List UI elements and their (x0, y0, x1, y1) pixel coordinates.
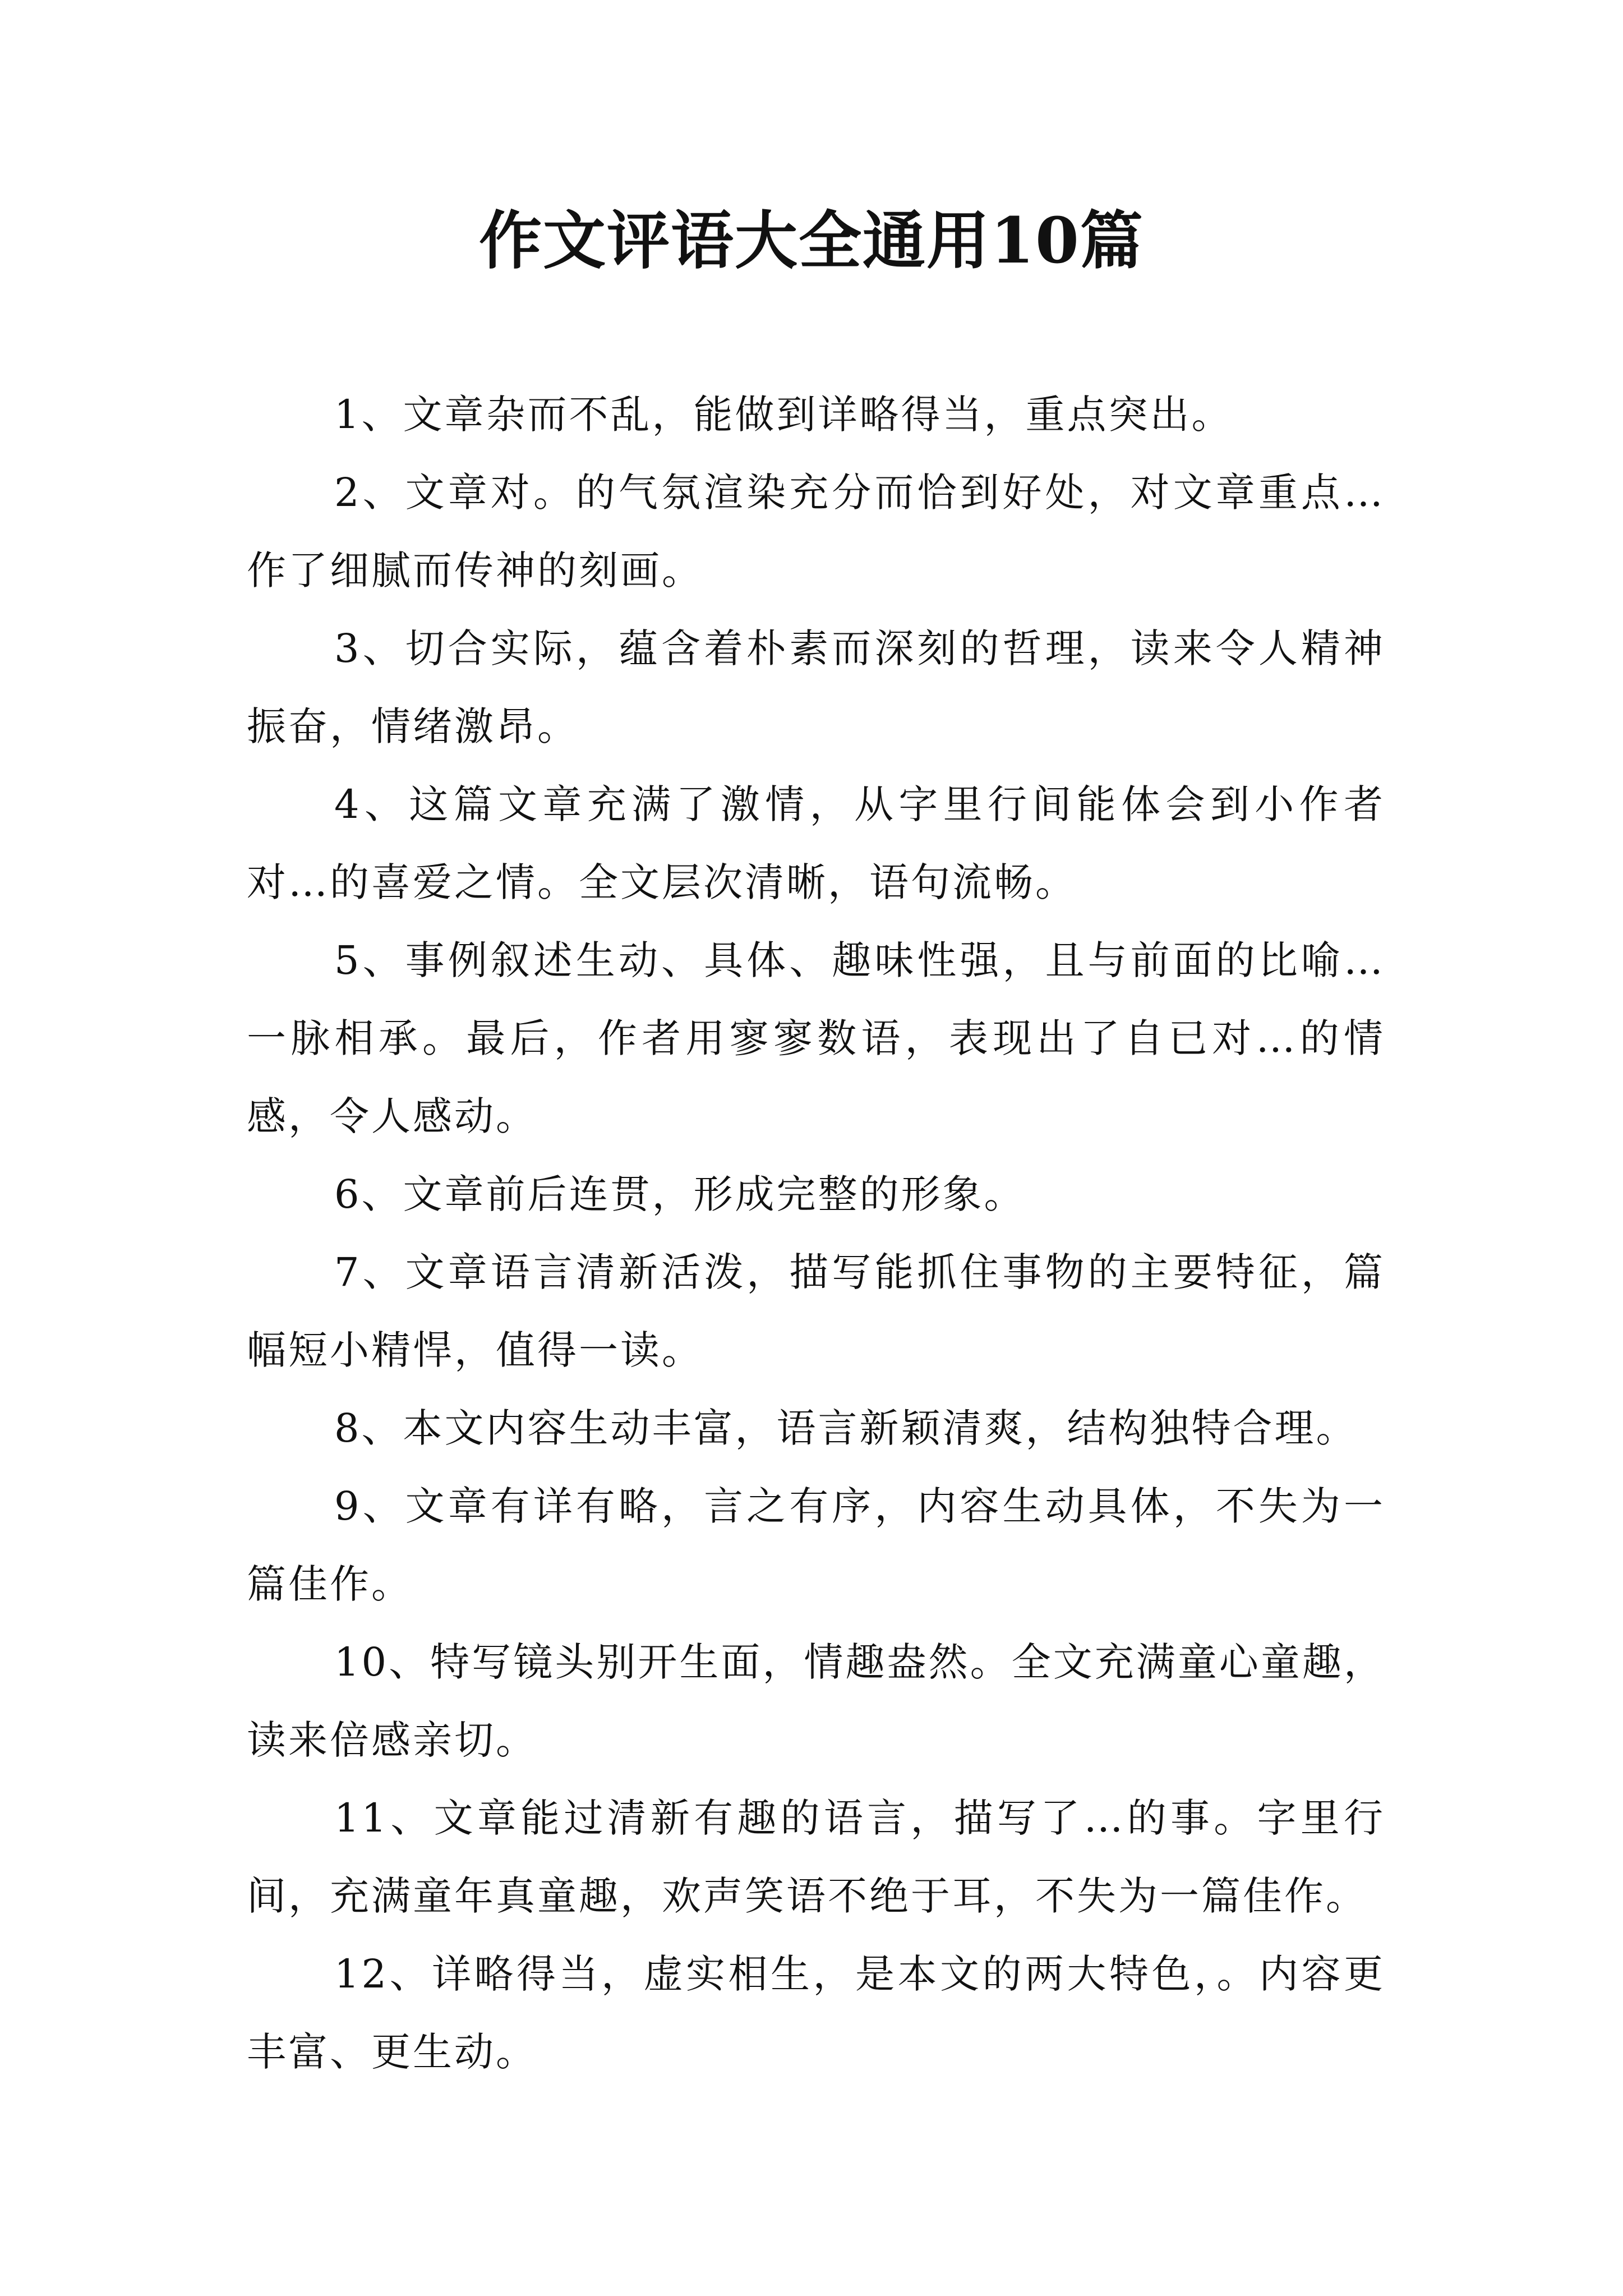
comment-paragraph-10: 10、特写镜头别开生面，情趣盎然。全文充满童心童趣，读来倍感亲切。 (247, 1639, 1385, 1763)
comment-paragraph-12: 12、详略得当，虚实相生，是本文的两大特色，。内容更丰富、更生动。 (247, 1951, 1385, 2075)
document-title: 作文评语大全通用10篇 (479, 204, 1144, 278)
comment-paragraph-6: 6、文章前后连贯，形成完整的形象。 (334, 1171, 1026, 1217)
comment-paragraph-3: 3、切合实际，蕴含着朴素而深刻的哲理，读来令人精神振奋，情绪激昂。 (247, 625, 1385, 749)
comment-paragraph-5: 5、事例叙述生动、具体、趣味性强，且与前面的比喻…一脉相承。最后，作者用寥寥数语，表现出了自已对…的情感，令人感动。 (247, 937, 1385, 1139)
comment-paragraph-8: 8、本文内容生动丰富，语言新颖清爽，结构独特合理。 (334, 1405, 1358, 1451)
comment-paragraph-4: 4、这篇文章充满了激情，从字里行间能体会到小作者对…的喜爱之情。全文层次清晰，语句流畅。 (247, 781, 1385, 905)
comment-paragraph-7: 7、文章语言清新活泼，描写能抓住事物的主要特征，篇幅短小精悍，值得一读。 (247, 1249, 1385, 1373)
comment-paragraph-1: 1、文章杂而不乱，能做到详略得当，重点突出。 (334, 392, 1233, 438)
comment-paragraph-11: 11、文章能过清新有趣的语言，描写了…的事。字里行间，充满童年真童趣，欢声笑语不绝于耳，不失为一篇佳作。 (247, 1795, 1385, 1919)
document-body (247, 376, 1385, 2091)
comment-paragraph-9: 9、文章有详有略，言之有序，内容生动具体，不失为一篇佳作。 (247, 1483, 1385, 1607)
comment-paragraph-2: 2、文章对。的气氛渲染充分而恰到好处，对文章重点…作了细腻而传神的刻画。 (247, 470, 1385, 593)
